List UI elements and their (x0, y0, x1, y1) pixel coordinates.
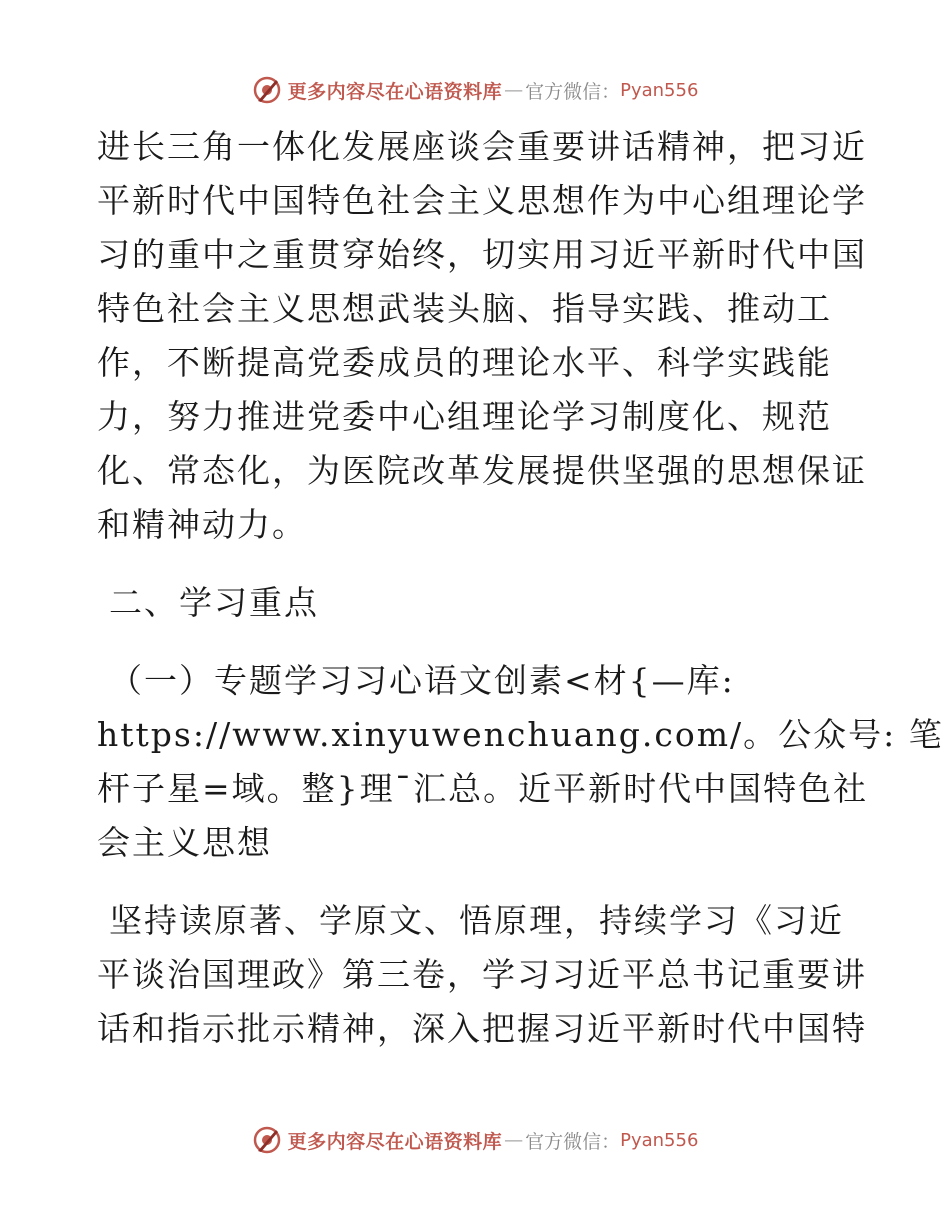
header-banner (0, 70, 950, 110)
header-wechat-label: 官方微信： (525, 80, 621, 103)
header-text: 更多内容尽在心语资料库 (287, 80, 503, 103)
section-heading: 二、学习重点 (109, 583, 319, 622)
footer-wechat-label: 官方微信： (525, 1130, 621, 1153)
text-line: 会主义思想 (97, 823, 272, 862)
text-line: 习的重中之重贯穿始终，切实用习近平新时代中国 (97, 235, 867, 274)
footer-banner (0, 1120, 950, 1160)
quill-logo-icon (252, 75, 282, 105)
text-line: 进长三角一体化发展座谈会重要讲话精神，把习近 (97, 127, 867, 166)
text-line: 特色社会主义思想武装头脑、指导实践、推动工 (97, 289, 832, 328)
text-line: 作，不断提高党委成员的理论水平、科学实践能 (97, 343, 832, 382)
footer-dash: — (504, 1129, 524, 1151)
text-line: 力，努力推进党委中心组理论学习制度化、规范 (97, 397, 832, 436)
text-line: 杆子星=域。整}理¯汇总。近平新时代中国特色社 (97, 769, 869, 808)
text-line: https://www.xinyuwenchuang.com/。公众号: 笔 (97, 715, 944, 754)
text-line: 话和指示批示精神，深入把握习近平新时代中国特 (97, 1009, 867, 1048)
paragraph-3 (97, 894, 867, 1056)
quill-logo-icon (252, 1125, 282, 1155)
text-line: 平新时代中国特色社会主义思想作为中心组理论学 (97, 181, 867, 220)
paragraph-2 (97, 654, 944, 870)
text-line: 和精神动力。 (97, 505, 307, 544)
paragraph-1 (97, 120, 867, 552)
text-line: 坚持读原著、学原文、悟原理，持续学习《习近 (109, 901, 844, 940)
footer-wechat-id: Pyan556 (620, 1129, 699, 1151)
text-line: 化、常态化，为医院改革发展提供坚强的思想保证 (97, 451, 867, 490)
header-dash: — (504, 79, 524, 101)
text-line: （一）专题学习习心语文创素<材{—库: (109, 661, 735, 700)
document-body (97, 120, 944, 1056)
footer-text: 更多内容尽在心语资料库 (287, 1130, 503, 1153)
header-wechat-id: Pyan556 (620, 79, 699, 101)
text-line: 平谈治国理政》第三卷，学习习近平总书记重要讲 (97, 955, 867, 994)
